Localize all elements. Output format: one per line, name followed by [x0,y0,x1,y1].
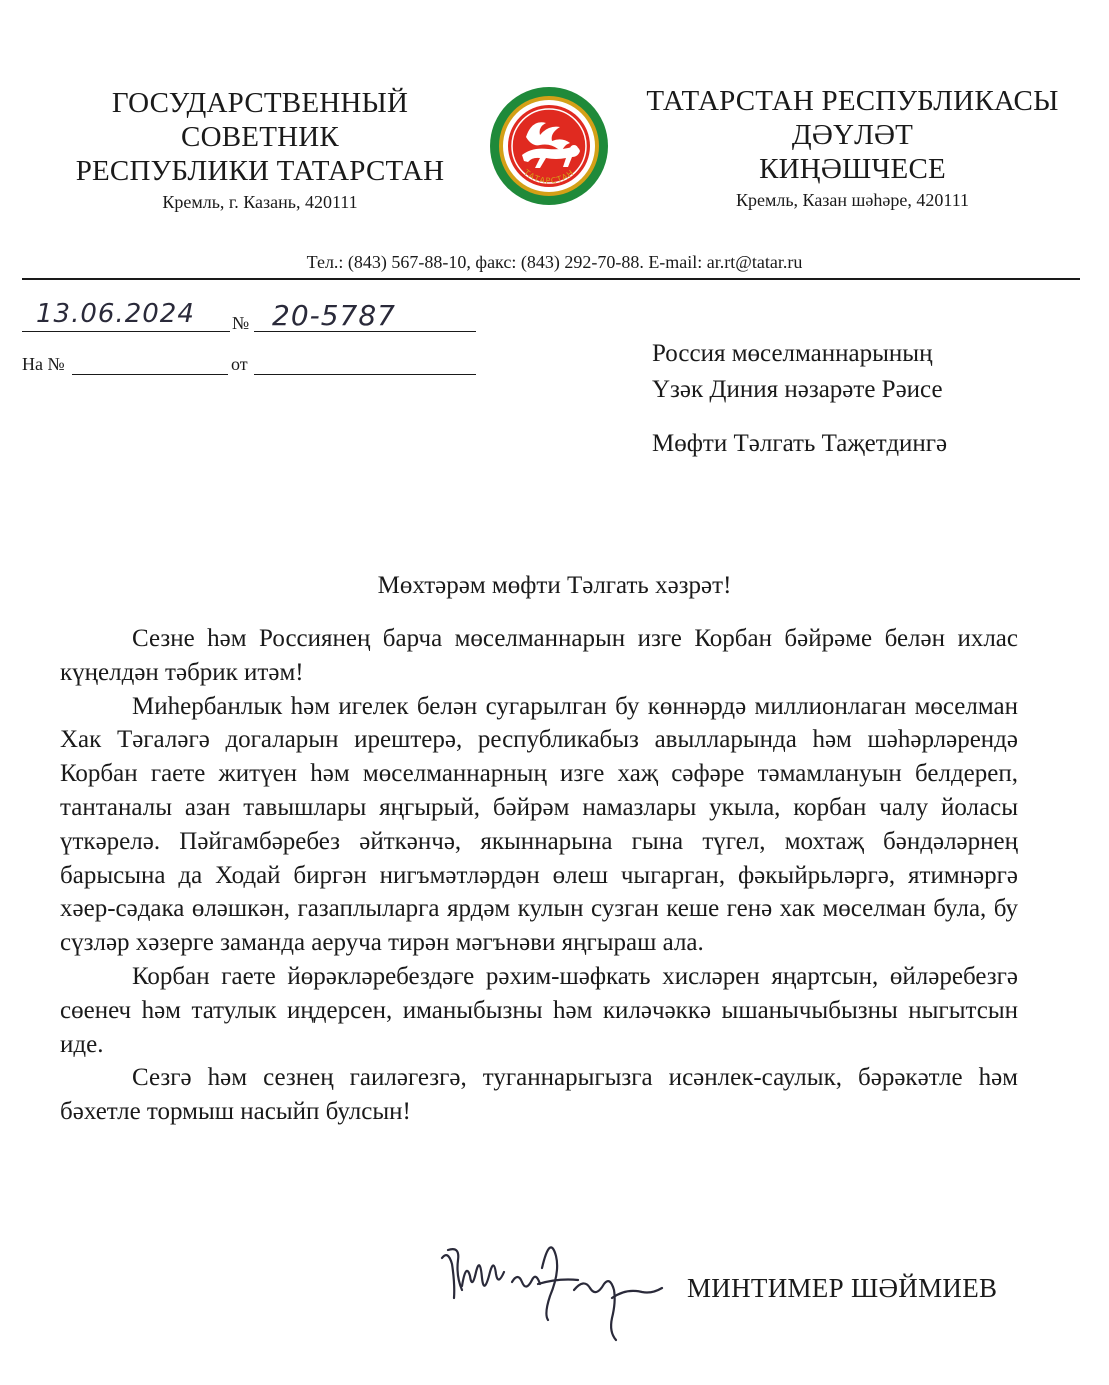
body-paragraph: Сезгә һәм сезнең гаиләгезгә, туганнарыгызга исәнлек-саулык, бәрәкәтле һәм бәхетле тормыш насыйп булсын! [60,1064,1018,1126]
header-divider [22,278,1080,280]
number-underline [254,331,476,332]
svg-text:ТАТАРСТАН: ТАТАРСТАН [522,167,576,186]
issuer-block-tatar [640,84,1065,212]
recipient-line: Үзәк Диния нәзарәте Рәисе [652,376,943,403]
reference-number-underline [72,374,228,375]
issuer-line: СОВЕТНИК [181,121,339,153]
issuer-line: РЕСПУБЛИКИ ТАТАРСТАН [75,155,445,187]
issuer-address: Кремль, Казан шәһәре, 420111 [735,190,970,210]
issuer-line: КИҢӘШЧЕСЕ [759,153,946,185]
date-underline [22,331,230,332]
recipient-block [652,336,947,462]
signer-name: МИНТИМЕР ШӘЙМИЕВ [687,1273,998,1303]
letter-body [60,622,1018,1129]
contacts-line: Тел.: (843) 567-88-10, факс: (843) 292-70-88. E-mail: ar.rt@tatar.ru [306,252,803,272]
handwritten-signature-icon [434,1238,674,1343]
body-paragraph: Миһербанлык һәм игелек белән сугарылган бу көннәрдә миллионлаган мөселман Хак Тәгаләгә догаларын ирештерә, республикабыз авылларында һәм шәһәрләрендә Корбан гаете житүен һәм мөселманнарның изге хаҗ сәфәре тәмамлануын белдереп, тантаналы азан тавышлары яңгырый, бәйрәм намазлары укыла, корбан чалу йоласы үткәрелә. Пәйгамбәребез әйткәнчә, якыннарына гына түгел, мохтаҗ бәндәләрнең барысына да Ходай биргән нигъмәтләрдән өлеш чыгарган, фәкыйрьләргә, ятимнәргә хәер-сәдака өләшкән, газаплыларга ярдәм кулын сузган кеше генә хак мөселман була, бу сүзләр хәзерге заманда аеруча тирән мәгънәви яңгыраш ала. [60,692,1018,957]
issuer-block-russian [60,86,460,214]
salutation: Мөхтәрәм мөфти Тәлгать хәзрәт! [377,572,732,599]
reference-date-underline [254,374,476,375]
document-number: 20-5787 [272,299,396,332]
issuer-line: ТАТАРСТАН РЕСПУБЛИКАСЫ [646,85,1059,117]
tatarstan-emblem-icon [488,85,610,207]
recipient-line: Россия мөселманнарының [652,340,933,367]
reference-date-label: от [231,354,248,374]
number-sign: № [232,313,250,333]
body-paragraph: Корбан гаете йөрәкләребездәге рәхим-шәфкать хисләрен яңартсын, өйләребезгә сөенеч һәм татулык иңдерсен, иманыбызны һәм киләчәккә ышанычыбызны ныгытсын иде. [60,962,1018,1058]
document-date: 13.06.2024 [36,299,195,329]
issuer-line: ДӘҮЛӘТ [791,119,914,151]
issuer-address: Кремль, г. Казань, 420111 [162,192,358,212]
issuer-line: ГОСУДАРСТВЕННЫЙ [111,87,409,119]
recipient-name: Мөфти Тәлгать Таҗетдингә [652,430,948,457]
body-paragraph: Сезне һәм Россиянең барча мөселманнарын изге Корбан бәйрәме белән ихлас күңелдән тәбрик итәм! [60,625,1018,686]
reference-number-label: На № [22,354,65,374]
